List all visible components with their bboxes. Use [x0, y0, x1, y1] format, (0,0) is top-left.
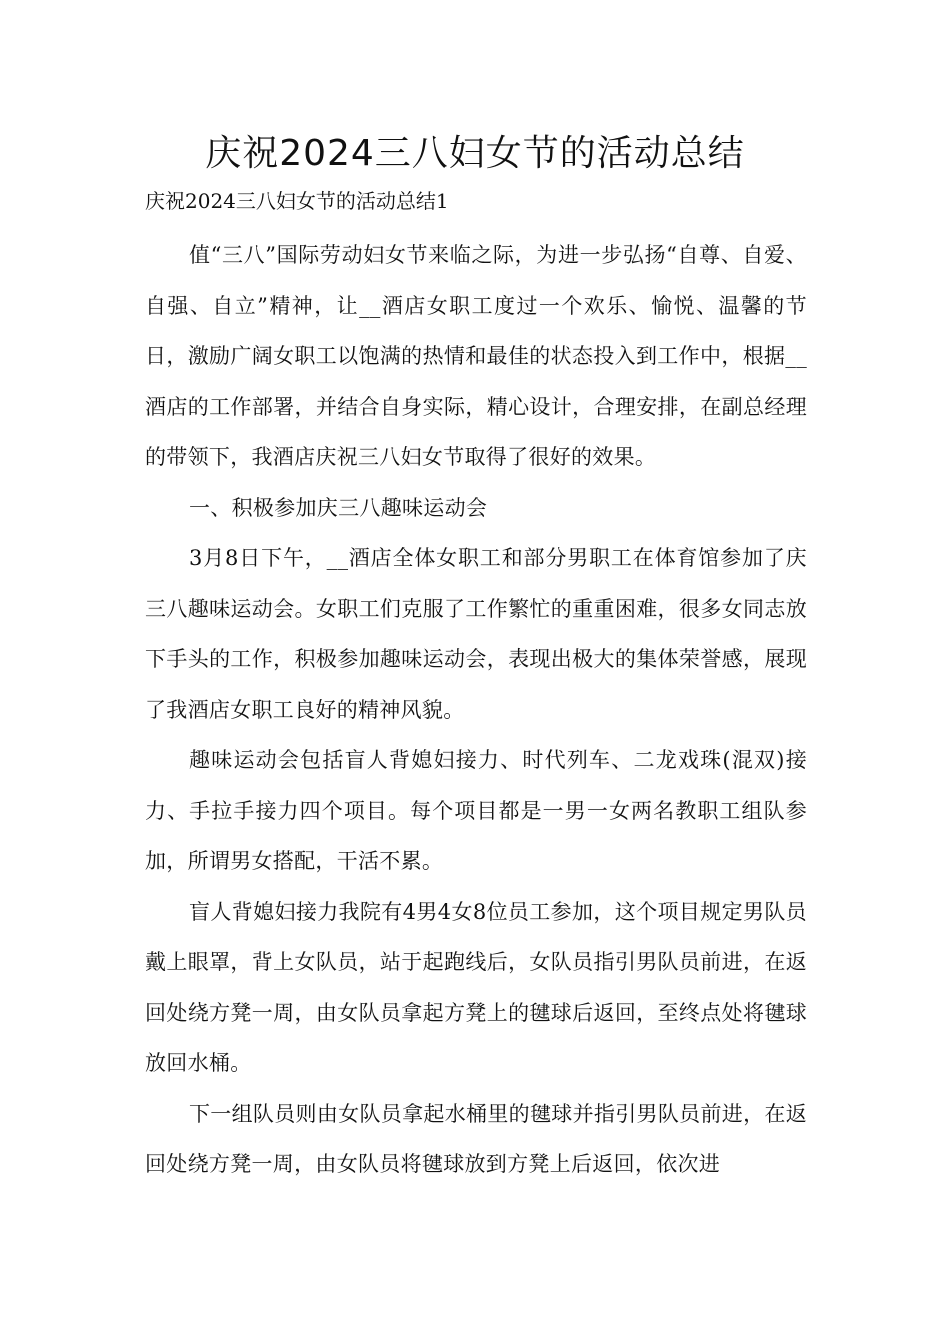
document-title: 庆祝2024三八妇女节的活动总结 — [205, 133, 745, 174]
paragraph-events: 趣味运动会包括盲人背媳妇接力、时代列车、二龙戏珠(混双)接力、手拉手接力四个项目。每个项目都是一男一女两名教职工组队参加，所谓男女搭配，干活不累。 — [145, 748, 807, 873]
section-heading: 一、积极参加庆三八趣味运动会 — [189, 495, 488, 520]
paragraph-relay: 盲人背媳妇接力我院有4男4女8位员工参加，这个项目规定男队员戴上眼罩，背上女队员，站于起跑线后，女队员指引男队员前进，在返回处绕方凳一周，由女队员拿起方凳上的毽球后返回，至终点处将毽球放回水桶。 — [145, 899, 807, 1075]
document-subtitle: 庆祝2024三八妇女节的活动总结1 — [145, 189, 449, 213]
document-body — [145, 230, 807, 1190]
paragraph-sports-meet: 3月8日下午，__酒店全体女职工和部分男职工在体育馆参加了庆三八趣味运动会。女职工们克服了工作繁忙的重重困难，很多女同志放下手头的工作，积极参加趣味运动会，表现出极大的集体荣誉感，展现了我酒店女职工良好的精神风貌。 — [145, 546, 807, 722]
paragraph-intro: 值“三八”国际劳动妇女节来临之际，为进一步弘扬“自尊、自爱、自强、自立”精神，让__酒店女职工度过一个欢乐、愉悦、温馨的节日，激励广阔女职工以饱满的热情和最佳的状态投入到工作中，根据__酒店的工作部署，并结合自身实际，精心设计，合理安排，在副总经理的带领下，我酒店庆祝三八妇女节取得了很好的效果。 — [145, 243, 807, 469]
paragraph-next-group: 下一组队员则由女队员拿起水桶里的毽球并指引男队员前进，在返回处绕方凳一周，由女队员将毽球放到方凳上后返回，依次进 — [145, 1101, 807, 1176]
